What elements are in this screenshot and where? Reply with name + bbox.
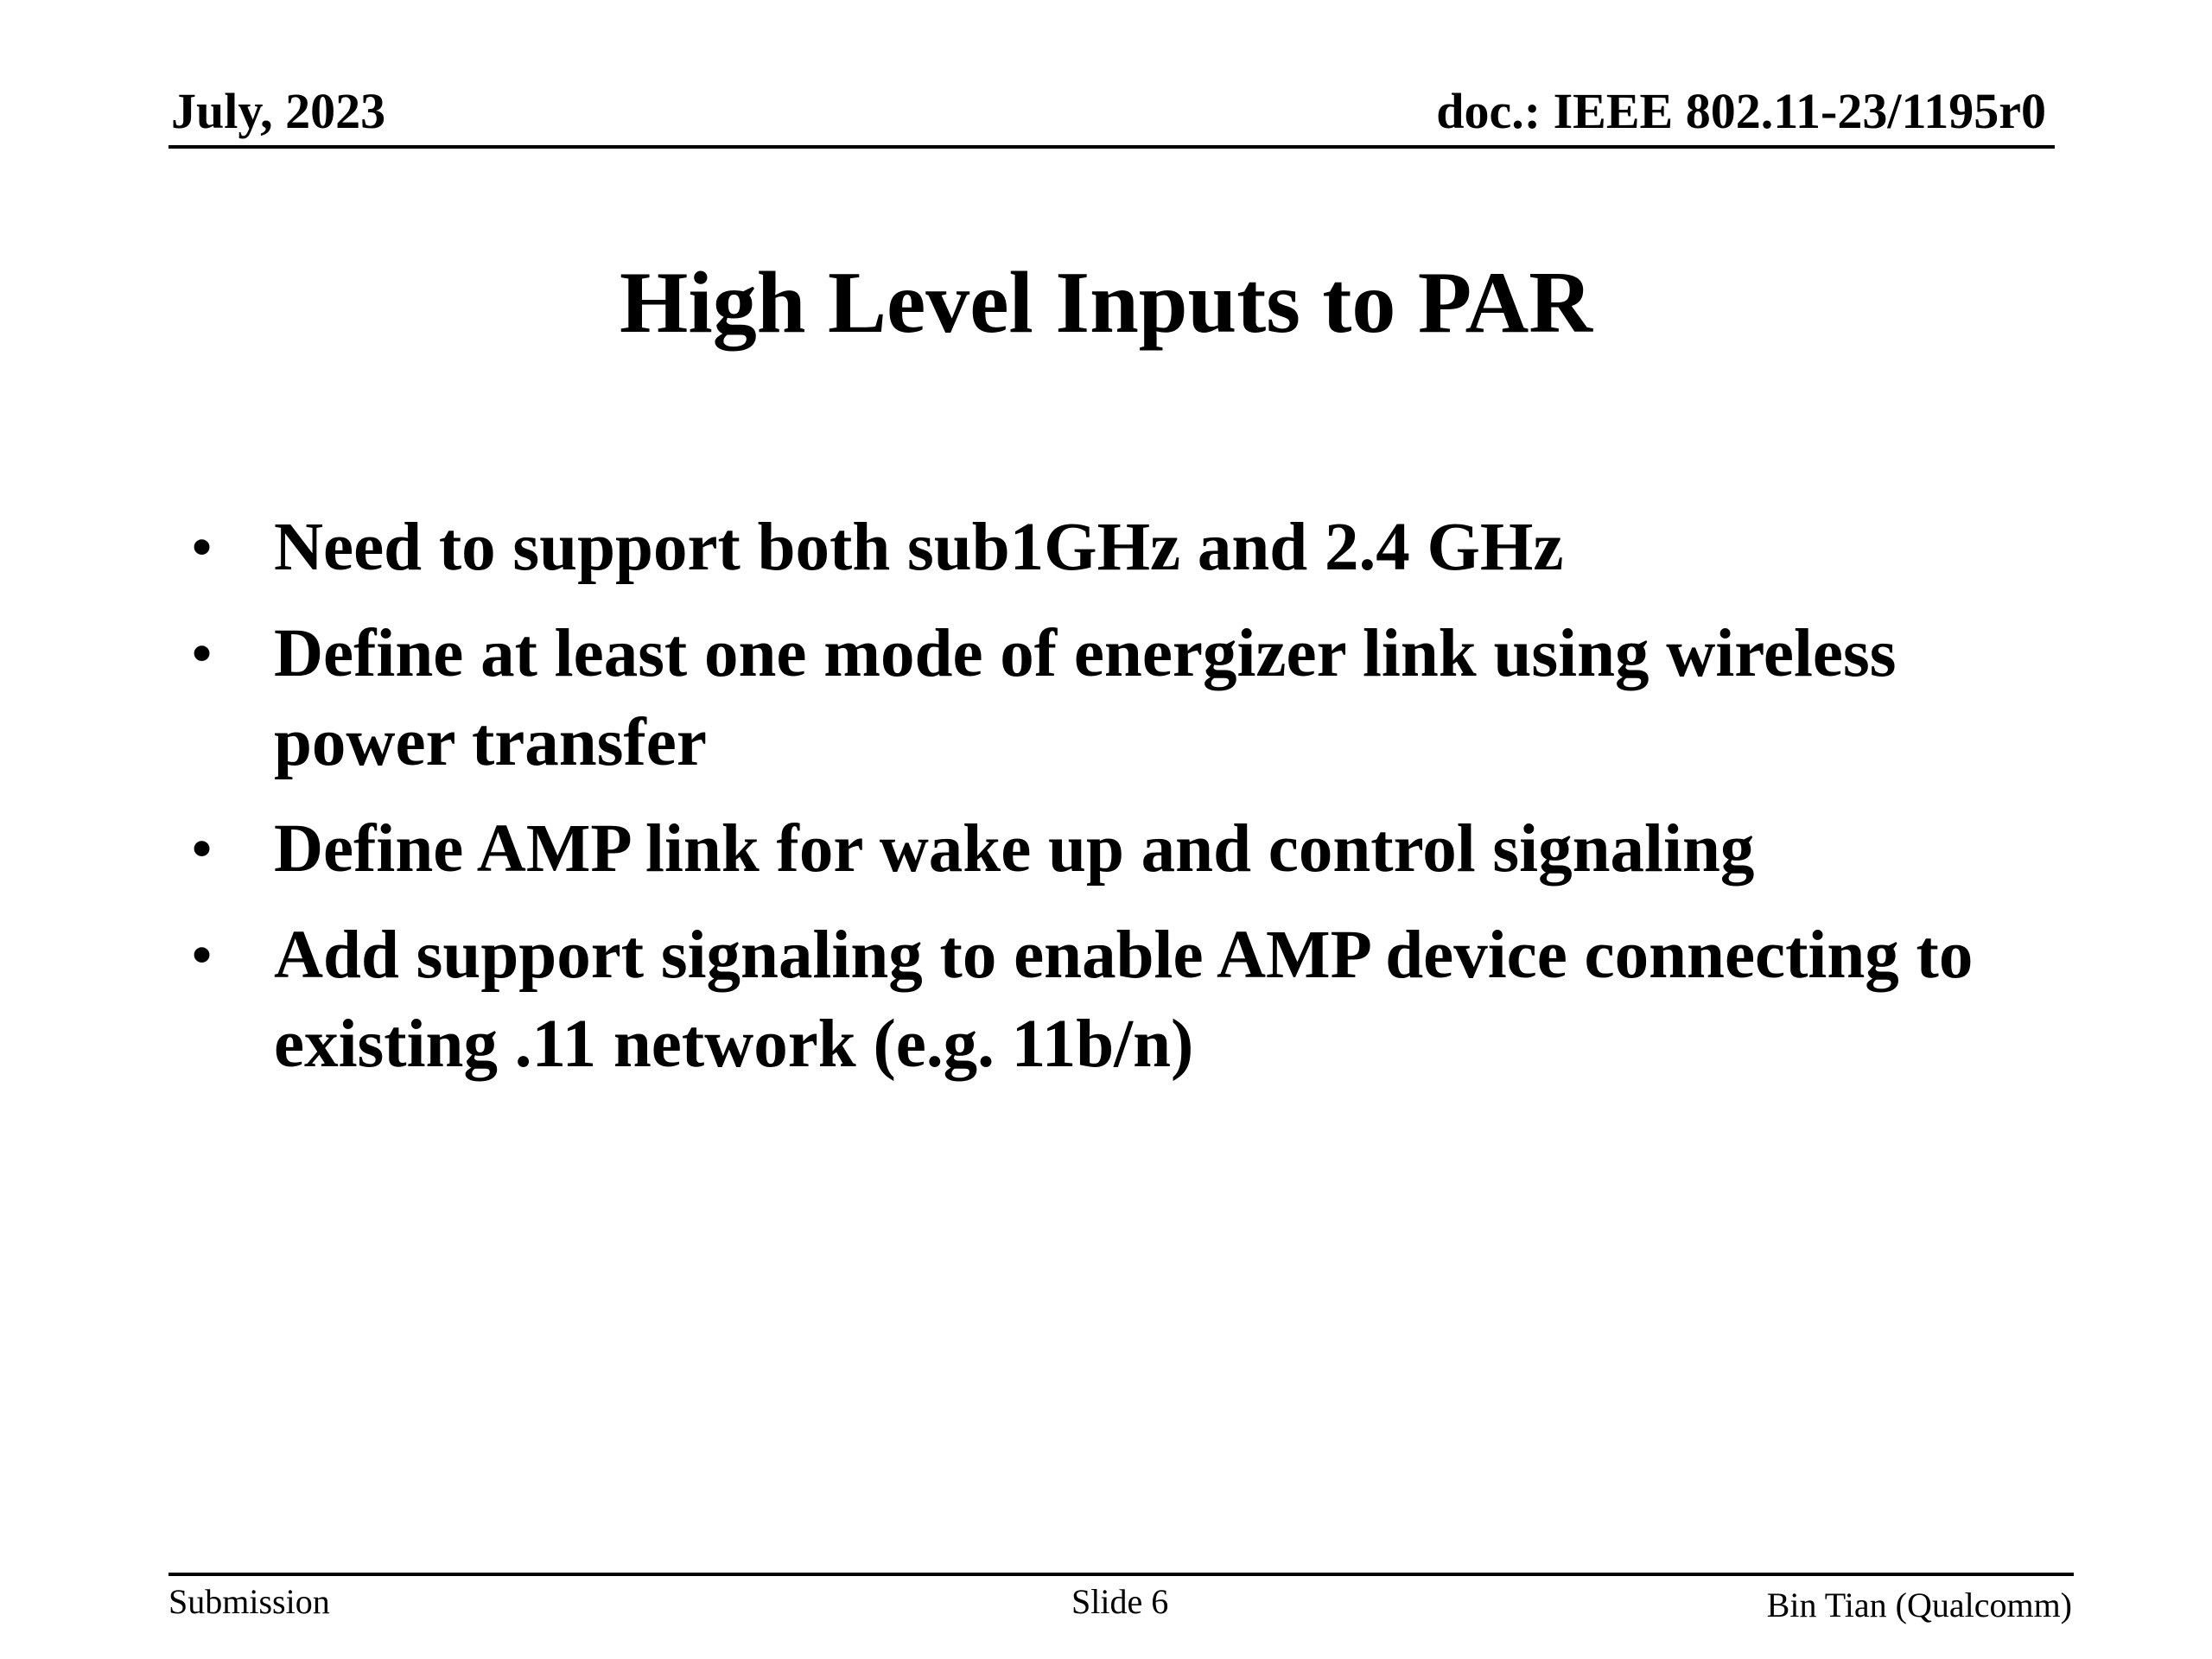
bullet-dot-icon: • <box>192 924 213 987</box>
bullet-item <box>173 911 2074 1089</box>
header-divider <box>168 145 2055 149</box>
header-doc-id: doc.: IEEE 802.11-23/1195r0 <box>1436 83 2046 139</box>
header-date: July, 2023 <box>171 83 386 139</box>
footer-divider <box>168 1573 2074 1576</box>
bullet-item <box>173 503 2074 592</box>
bullet-text: Define AMP link for wake up and control signaling <box>274 811 1755 887</box>
bullet-list <box>173 503 2074 1106</box>
bullet-dot-icon: • <box>192 516 213 579</box>
bullet-text: Need to support both sub1GHz and 2.4 GHz <box>274 510 1564 585</box>
footer-author: Bin Tian (Qualcomm) <box>1766 1586 2072 1624</box>
bullet-item <box>173 609 2074 787</box>
footer-slide-number: Slide 6 <box>1071 1582 1169 1621</box>
bullet-item <box>173 804 2074 893</box>
bullet-dot-icon: • <box>192 817 213 880</box>
bullet-text: Add support signaling to enable AMP device connecting to existing .11 network (e.g. 11b/n) <box>274 918 1974 1082</box>
slide-title: High Level Inputs to PAR <box>620 254 1592 352</box>
bullet-dot-icon: • <box>192 622 213 685</box>
bullet-text: Define at least one mode of energizer link using wireless power transfer <box>274 616 1897 780</box>
footer-submission: Submission <box>168 1582 330 1621</box>
